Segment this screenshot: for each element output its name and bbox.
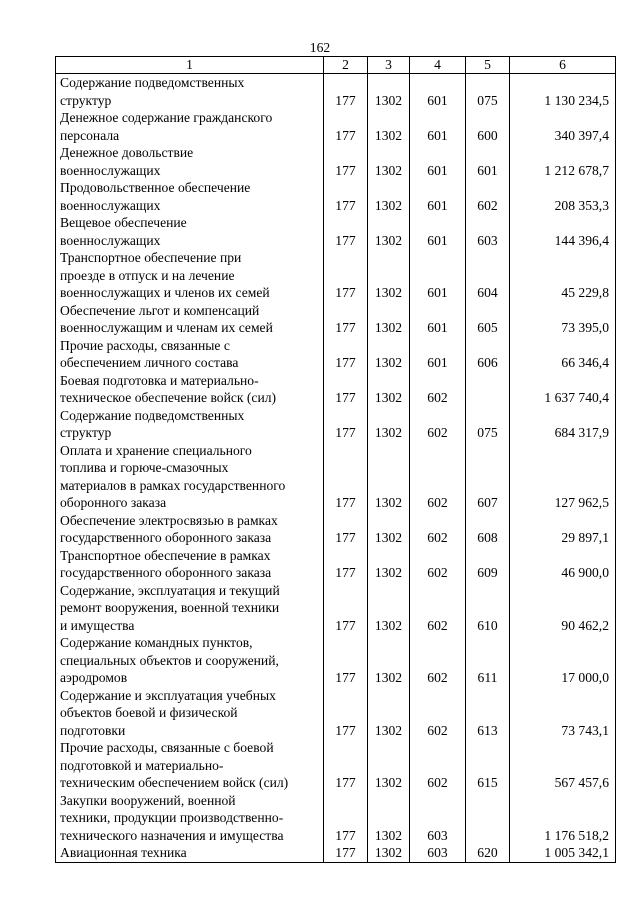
row-description bbox=[56, 792, 324, 845]
description-line: подготовкой и материально- bbox=[60, 757, 224, 773]
expense-type-code-cell: 607 bbox=[466, 442, 510, 512]
amount-cell: 45 229,8 bbox=[510, 249, 616, 302]
table-header-row bbox=[56, 57, 616, 74]
expense-type-code-cell: 603 bbox=[466, 214, 510, 249]
section-code-cell: 1302 bbox=[368, 214, 410, 249]
description-line: Содержание подведомственных bbox=[60, 75, 245, 90]
ministry-code-cell: 177 bbox=[324, 74, 368, 110]
ministry-code-cell: 177 bbox=[324, 337, 368, 372]
description-line: военнослужащих и членов их семей bbox=[60, 285, 270, 300]
amount-cell: 1 212 678,7 bbox=[510, 144, 616, 179]
section-code-cell: 1302 bbox=[368, 512, 410, 547]
description-line: специальных объектов и сооружений, bbox=[60, 652, 279, 668]
description-line: Денежное довольствие bbox=[60, 145, 194, 160]
section-code-cell: 1302 bbox=[368, 372, 410, 407]
expense-type-code-cell: 611 bbox=[466, 634, 510, 687]
description-line: Прочие расходы, связанные с bbox=[60, 337, 230, 353]
description-line: военнослужащих bbox=[60, 162, 161, 178]
description-line: Содержание командных пунктов, bbox=[60, 635, 253, 650]
row-description bbox=[56, 407, 324, 442]
section-code-cell: 1302 bbox=[368, 582, 410, 635]
description-line: Обеспечение электросвязью в рамках bbox=[60, 512, 278, 528]
expense-type-code-cell: 601 bbox=[466, 144, 510, 179]
ministry-code-cell: 177 bbox=[324, 179, 368, 214]
table-row bbox=[56, 74, 616, 110]
amount-cell: 208 353,3 bbox=[510, 179, 616, 214]
description-line: Содержание, эксплуатация и текущий bbox=[60, 582, 280, 598]
description-line: государственного оборонного заказа bbox=[60, 565, 272, 580]
row-description bbox=[56, 844, 324, 862]
amount-cell: 90 462,2 bbox=[510, 582, 616, 635]
amount-cell: 66 346,4 bbox=[510, 337, 616, 372]
row-description bbox=[56, 687, 324, 740]
table-row bbox=[56, 249, 616, 302]
description-line: Продовольственное обеспечение bbox=[60, 180, 251, 195]
table-row bbox=[56, 109, 616, 144]
expense-type-code-cell: 610 bbox=[466, 582, 510, 635]
amount-cell: 144 396,4 bbox=[510, 214, 616, 249]
row-description bbox=[56, 547, 324, 582]
amount-cell: 73 743,1 bbox=[510, 687, 616, 740]
description-line: техническим обеспечением войск (сил) bbox=[60, 775, 289, 790]
row-description bbox=[56, 249, 324, 302]
table-row bbox=[56, 739, 616, 792]
column-header-4: 4 bbox=[410, 57, 466, 74]
description-line: структур bbox=[60, 92, 112, 108]
table-row bbox=[56, 179, 616, 214]
section-code-cell: 1302 bbox=[368, 144, 410, 179]
ministry-code-cell: 177 bbox=[324, 214, 368, 249]
section-code-cell: 1302 bbox=[368, 249, 410, 302]
target-code-cell: 602 bbox=[410, 582, 466, 635]
target-code-cell: 602 bbox=[410, 372, 466, 407]
ministry-code-cell: 177 bbox=[324, 792, 368, 845]
table-row bbox=[56, 512, 616, 547]
table-row bbox=[56, 372, 616, 407]
description-line: аэродромов bbox=[60, 670, 128, 685]
target-code-cell: 601 bbox=[410, 74, 466, 110]
description-line: техники, продукции производственно- bbox=[60, 810, 284, 825]
target-code-cell: 602 bbox=[410, 407, 466, 442]
expense-type-code-cell: 606 bbox=[466, 337, 510, 372]
table-row bbox=[56, 634, 616, 687]
description-line: Содержание подведомственных bbox=[60, 407, 245, 423]
description-line: структур bbox=[60, 425, 112, 440]
target-code-cell: 602 bbox=[410, 739, 466, 792]
section-code-cell: 1302 bbox=[368, 792, 410, 845]
amount-cell: 1 637 740,4 bbox=[510, 372, 616, 407]
column-header-5: 5 bbox=[466, 57, 510, 74]
description-line: Денежное содержание гражданского bbox=[60, 110, 273, 125]
table-row bbox=[56, 337, 616, 372]
row-description bbox=[56, 739, 324, 792]
amount-cell: 1 176 518,2 bbox=[510, 792, 616, 845]
ministry-code-cell: 177 bbox=[324, 249, 368, 302]
target-code-cell: 601 bbox=[410, 179, 466, 214]
target-code-cell: 602 bbox=[410, 512, 466, 547]
column-header-3: 3 bbox=[368, 57, 410, 74]
expense-type-code-cell: 600 bbox=[466, 109, 510, 144]
target-code-cell: 602 bbox=[410, 634, 466, 687]
expense-type-code-cell: 075 bbox=[466, 74, 510, 110]
expense-type-code-cell bbox=[466, 792, 510, 845]
row-description bbox=[56, 337, 324, 372]
ministry-code-cell: 177 bbox=[324, 739, 368, 792]
row-description bbox=[56, 512, 324, 547]
amount-cell: 17 000,0 bbox=[510, 634, 616, 687]
amount-cell: 127 962,5 bbox=[510, 442, 616, 512]
table-row bbox=[56, 302, 616, 337]
row-description bbox=[56, 109, 324, 144]
table-row bbox=[56, 547, 616, 582]
table-row bbox=[56, 582, 616, 635]
row-description bbox=[56, 582, 324, 635]
ministry-code-cell: 177 bbox=[324, 109, 368, 144]
amount-cell: 1 130 234,5 bbox=[510, 74, 616, 110]
column-header-6: 6 bbox=[510, 57, 616, 74]
target-code-cell: 601 bbox=[410, 337, 466, 372]
row-description bbox=[56, 634, 324, 687]
ministry-code-cell: 177 bbox=[324, 144, 368, 179]
description-line: оборонного заказа bbox=[60, 495, 167, 510]
expense-type-code-cell: 604 bbox=[466, 249, 510, 302]
target-code-cell: 601 bbox=[410, 214, 466, 249]
description-line: Закупки вооружений, военной bbox=[60, 792, 236, 808]
table-row bbox=[56, 844, 616, 862]
expense-type-code-cell: 075 bbox=[466, 407, 510, 442]
expense-type-code-cell: 615 bbox=[466, 739, 510, 792]
expense-type-code-cell: 613 bbox=[466, 687, 510, 740]
description-line: Боевая подготовка и материально- bbox=[60, 372, 259, 388]
section-code-cell: 1302 bbox=[368, 109, 410, 144]
description-line: Прочие расходы, связанные с боевой bbox=[60, 740, 274, 755]
row-description bbox=[56, 74, 324, 110]
table-row bbox=[56, 687, 616, 740]
description-line: Оплата и хранение специального bbox=[60, 442, 252, 458]
amount-cell: 567 457,6 bbox=[510, 739, 616, 792]
row-description bbox=[56, 442, 324, 512]
section-code-cell: 1302 bbox=[368, 442, 410, 512]
section-code-cell: 1302 bbox=[368, 179, 410, 214]
description-line: техническое обеспечение войск (сил) bbox=[60, 390, 277, 405]
target-code-cell: 601 bbox=[410, 144, 466, 179]
ministry-code-cell: 177 bbox=[324, 407, 368, 442]
description-line: военнослужащих bbox=[60, 232, 161, 248]
target-code-cell: 601 bbox=[410, 249, 466, 302]
ministry-code-cell: 177 bbox=[324, 687, 368, 740]
description-line: технического назначения и имущества bbox=[60, 827, 284, 843]
section-code-cell: 1302 bbox=[368, 547, 410, 582]
column-header-1: 1 bbox=[56, 57, 324, 74]
description-line: Содержание и эксплуатация учебных bbox=[60, 687, 276, 703]
ministry-code-cell: 177 bbox=[324, 634, 368, 687]
ministry-code-cell: 177 bbox=[324, 442, 368, 512]
target-code-cell: 602 bbox=[410, 547, 466, 582]
description-line: государственного оборонного заказа bbox=[60, 530, 272, 545]
table-body bbox=[56, 74, 616, 863]
target-code-cell: 603 bbox=[410, 792, 466, 845]
description-line: проезде в отпуск и на лечение bbox=[60, 267, 235, 283]
section-code-cell: 1302 bbox=[368, 844, 410, 862]
amount-cell: 73 395,0 bbox=[510, 302, 616, 337]
description-line: ремонт вооружения, военной техники bbox=[60, 600, 280, 615]
row-description bbox=[56, 179, 324, 214]
ministry-code-cell: 177 bbox=[324, 302, 368, 337]
table-row bbox=[56, 144, 616, 179]
target-code-cell: 603 bbox=[410, 844, 466, 862]
description-line: военнослужащих bbox=[60, 197, 161, 213]
expense-type-code-cell: 605 bbox=[466, 302, 510, 337]
ministry-code-cell: 177 bbox=[324, 844, 368, 862]
expense-type-code-cell: 602 bbox=[466, 179, 510, 214]
amount-cell: 1 005 342,1 bbox=[510, 844, 616, 862]
row-description bbox=[56, 302, 324, 337]
target-code-cell: 602 bbox=[410, 442, 466, 512]
section-code-cell: 1302 bbox=[368, 407, 410, 442]
target-code-cell: 601 bbox=[410, 109, 466, 144]
ministry-code-cell: 177 bbox=[324, 372, 368, 407]
expense-type-code-cell: 608 bbox=[466, 512, 510, 547]
table-row bbox=[56, 792, 616, 845]
target-code-cell: 601 bbox=[410, 302, 466, 337]
description-line: материалов в рамках государственного bbox=[60, 477, 286, 493]
section-code-cell: 1302 bbox=[368, 739, 410, 792]
section-code-cell: 1302 bbox=[368, 634, 410, 687]
description-line: Транспортное обеспечение в рамках bbox=[60, 547, 271, 563]
description-line: обеспечением личного состава bbox=[60, 355, 239, 370]
ministry-code-cell: 177 bbox=[324, 582, 368, 635]
amount-cell: 684 317,9 bbox=[510, 407, 616, 442]
section-code-cell: 1302 bbox=[368, 687, 410, 740]
description-line: Авиационная техника bbox=[60, 845, 187, 860]
section-code-cell: 1302 bbox=[368, 337, 410, 372]
amount-cell: 46 900,0 bbox=[510, 547, 616, 582]
table-row bbox=[56, 442, 616, 512]
description-line: объектов боевой и физической bbox=[60, 705, 238, 720]
expense-type-code-cell bbox=[466, 372, 510, 407]
target-code-cell: 602 bbox=[410, 687, 466, 740]
expense-type-code-cell: 609 bbox=[466, 547, 510, 582]
amount-cell: 29 897,1 bbox=[510, 512, 616, 547]
description-line: топлива и горюче-смазочных bbox=[60, 460, 229, 475]
expense-type-code-cell: 620 bbox=[466, 844, 510, 862]
section-code-cell: 1302 bbox=[368, 74, 410, 110]
amount-cell: 340 397,4 bbox=[510, 109, 616, 144]
section-code-cell: 1302 bbox=[368, 302, 410, 337]
page-number: 162 bbox=[309, 40, 331, 55]
row-description bbox=[56, 144, 324, 179]
budget-table bbox=[55, 56, 616, 863]
row-description bbox=[56, 214, 324, 249]
ministry-code-cell: 177 bbox=[324, 512, 368, 547]
description-line: персонала bbox=[60, 127, 120, 143]
column-header-2: 2 bbox=[324, 57, 368, 74]
description-line: Вещевое обеспечение bbox=[60, 215, 187, 230]
row-description bbox=[56, 372, 324, 407]
description-line: Обеспечение льгот и компенсаций bbox=[60, 302, 260, 318]
description-line: подготовки bbox=[60, 722, 126, 738]
ministry-code-cell: 177 bbox=[324, 547, 368, 582]
description-line: Транспортное обеспечение при bbox=[60, 250, 242, 265]
table-row bbox=[56, 214, 616, 249]
description-line: военнослужащим и членам их семей bbox=[60, 320, 273, 335]
table-row bbox=[56, 407, 616, 442]
description-line: и имущества bbox=[60, 617, 135, 633]
